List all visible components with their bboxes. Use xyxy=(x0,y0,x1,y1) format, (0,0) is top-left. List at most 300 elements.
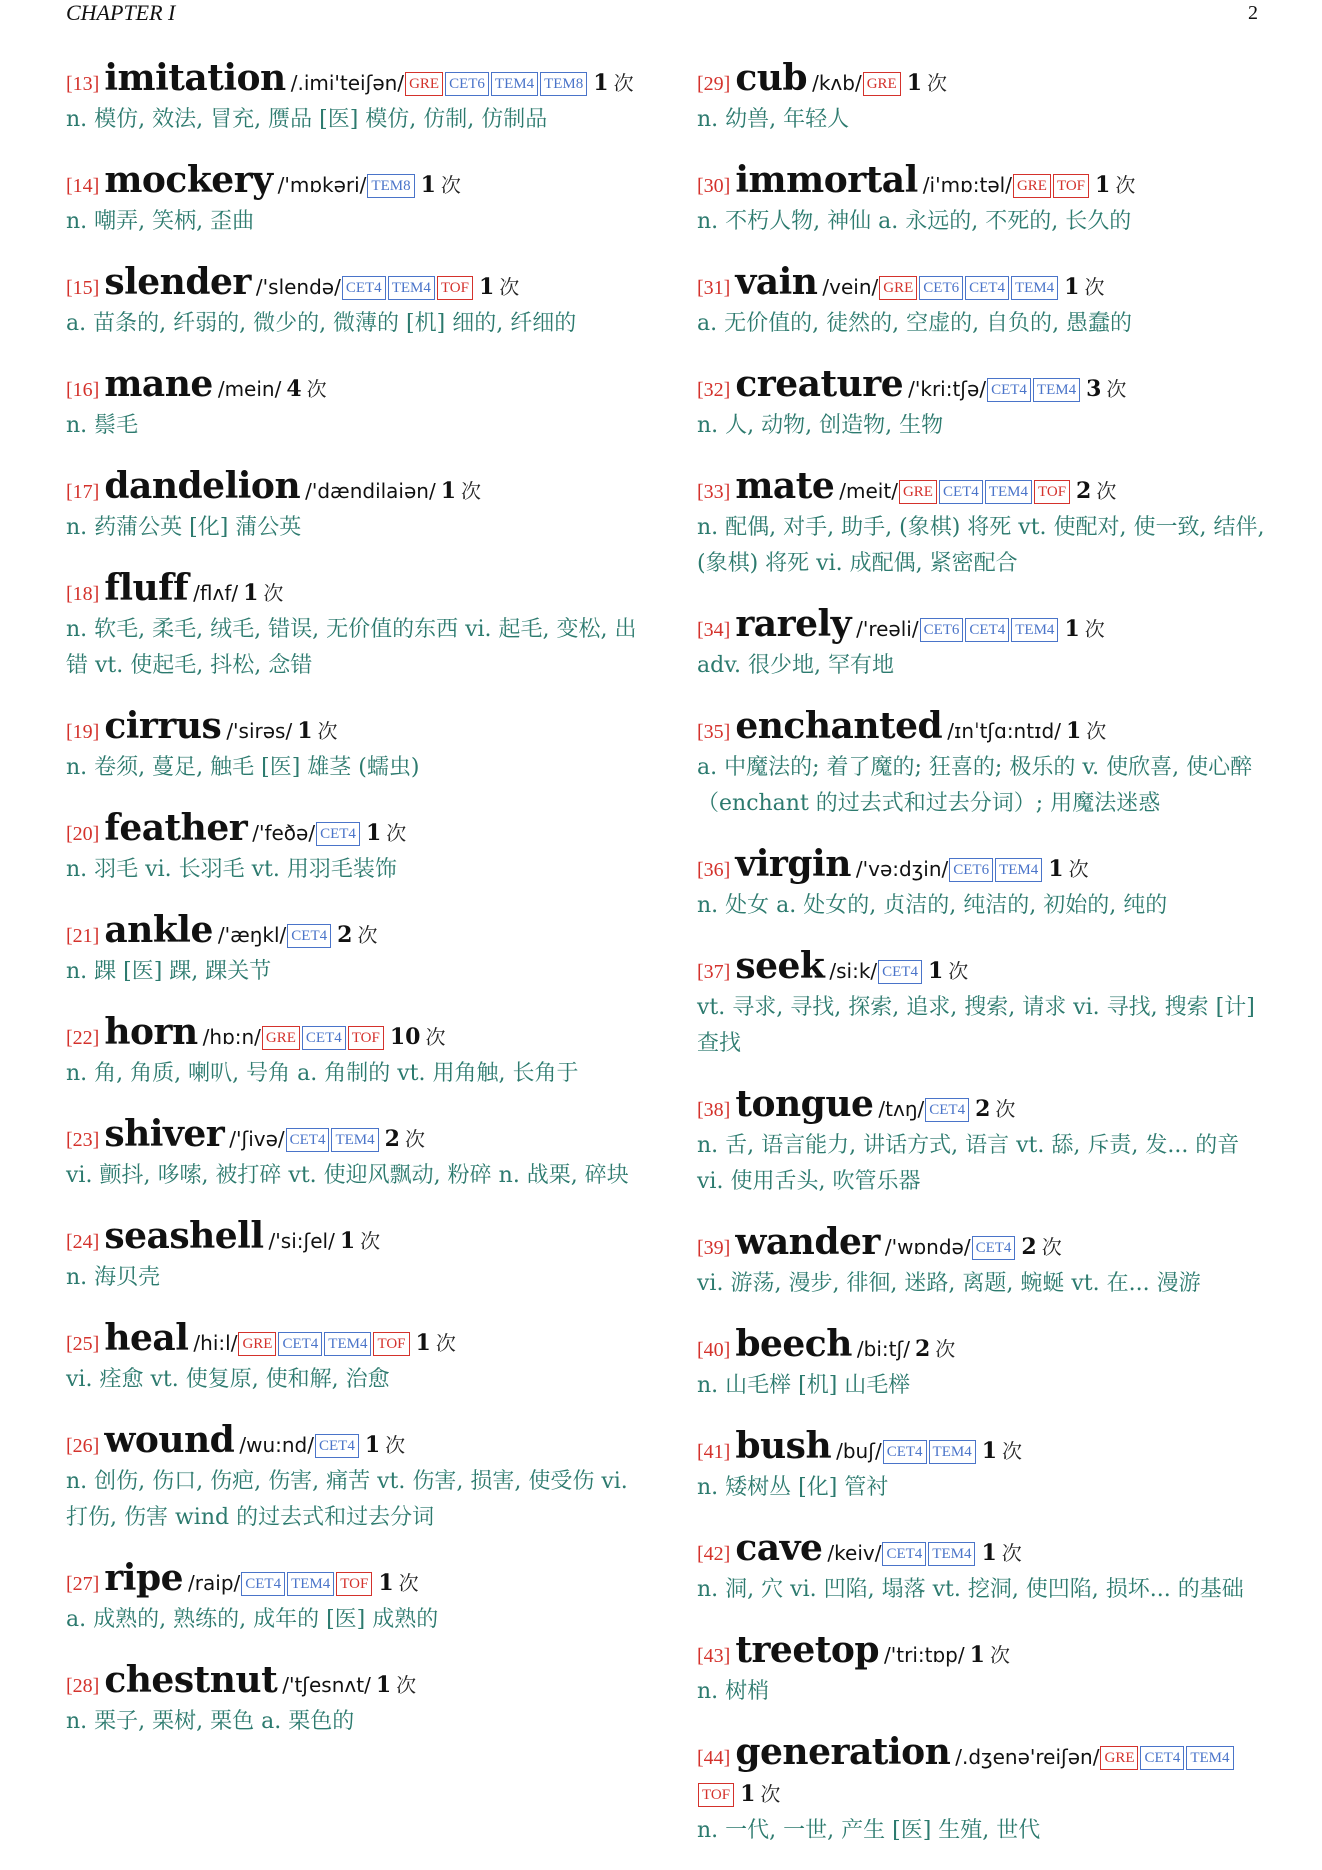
phonetic: /.imi'teiʃən/ xyxy=(290,71,405,95)
headword: bush xyxy=(735,1425,832,1467)
definition: n. 海贝壳 xyxy=(66,1265,161,1290)
entry-headline xyxy=(66,807,642,852)
entry-index: [42] xyxy=(697,1543,731,1565)
exam-tag: TEM4 xyxy=(928,1542,975,1566)
definition: a. 成熟的, 熟练的, 成年的 [医] 成熟的 xyxy=(66,1607,439,1632)
exam-tag: TOF xyxy=(336,1572,372,1596)
vocab-entry xyxy=(697,945,1269,1062)
exam-tag: GRE xyxy=(1013,174,1051,198)
exam-tag: CET4 xyxy=(302,1026,346,1050)
exam-tag: TEM8 xyxy=(540,72,587,96)
exam-tag: TEM4 xyxy=(1011,276,1058,300)
vocab-entry xyxy=(697,705,1269,822)
exam-tag: TEM8 xyxy=(367,174,414,198)
headword: ankle xyxy=(104,909,213,951)
entry-index: [24] xyxy=(66,1231,100,1253)
exam-tag: GRE xyxy=(238,1332,276,1356)
vocab-entry xyxy=(697,159,1269,240)
exam-tag: GRE xyxy=(1100,1746,1138,1770)
occurrence-count: 1 xyxy=(364,1432,381,1458)
occurrence-count: 1 xyxy=(375,1672,392,1698)
phonetic: /raip/ xyxy=(188,1571,241,1595)
entry-index: [14] xyxy=(66,175,100,197)
entry-index: [37] xyxy=(697,961,731,983)
occurrence-count: 2 xyxy=(337,922,353,948)
occurrence-count: 1 xyxy=(420,172,436,198)
occurrence-count: 1 xyxy=(593,70,609,96)
headword: virgin xyxy=(735,843,851,885)
exam-tag: TEM4 xyxy=(1186,1746,1233,1770)
vocab-entry xyxy=(66,1011,642,1092)
definition: a. 苗条的, 纤弱的, 微少的, 微薄的 [机] 细的, 纤细的 xyxy=(66,311,577,336)
exam-tag: TEM4 xyxy=(491,72,538,96)
exam-tag: TEM4 xyxy=(331,1128,378,1152)
occurrence-count: 1 xyxy=(906,70,922,96)
entry-headline xyxy=(697,1425,1269,1470)
entry-index: [27] xyxy=(66,1573,100,1595)
headword: shiver xyxy=(104,1113,225,1155)
count-unit: 次 xyxy=(1115,175,1136,197)
exam-tag: CET4 xyxy=(965,276,1009,300)
count-unit: 次 xyxy=(989,1645,1010,1667)
definition: n. 不朽人物, 神仙 a. 永远的, 不死的, 长久的 xyxy=(697,209,1132,234)
vocab-entry xyxy=(66,1659,642,1740)
entry-headline xyxy=(66,159,642,204)
entry-index: [26] xyxy=(66,1435,100,1457)
exam-tag: CET4 xyxy=(342,276,386,300)
exam-tag: CET4 xyxy=(315,1434,359,1458)
definition: n. 软毛, 柔毛, 绒毛, 错误, 无价值的东西 vi. 起毛, 变松, 出错 vt. 使起毛, 抖松, 念错 xyxy=(66,617,637,678)
headword: horn xyxy=(104,1011,198,1053)
count-unit: 次 xyxy=(499,277,520,299)
exam-tag: GRE xyxy=(879,276,917,300)
phonetic: /.dʒenə'reiʃən/ xyxy=(955,1745,1100,1769)
entry-headline xyxy=(66,1419,642,1464)
exam-tag: TEM4 xyxy=(388,276,435,300)
left-column xyxy=(66,57,642,1740)
headword: wander xyxy=(735,1221,880,1263)
entry-index: [18] xyxy=(66,583,100,605)
definition: vi. 游荡, 漫步, 徘徊, 迷路, 离题, 蜿蜒 vt. 在... 漫游 xyxy=(697,1271,1201,1296)
headword: cub xyxy=(735,57,808,99)
vocab-entry xyxy=(697,363,1269,444)
entry-headline xyxy=(697,1629,1269,1674)
entry-headline xyxy=(697,1527,1269,1572)
entry-headline xyxy=(66,57,642,102)
entry-headline xyxy=(66,705,642,750)
count-unit: 次 xyxy=(1096,481,1117,503)
exam-tag: CET6 xyxy=(949,858,993,882)
chapter-title: CHAPTER I xyxy=(66,0,176,25)
right-column xyxy=(697,57,1269,1849)
occurrence-count: 1 xyxy=(365,820,382,846)
vocab-entry xyxy=(697,261,1269,342)
entry-index: [31] xyxy=(697,277,731,299)
count-unit: 次 xyxy=(948,961,969,983)
entry-headline xyxy=(697,603,1269,648)
headword: imitation xyxy=(104,57,286,99)
vocab-entry xyxy=(697,603,1269,684)
entry-index: [33] xyxy=(697,481,731,503)
headword: slender xyxy=(104,261,251,303)
occurrence-count: 2 xyxy=(914,1336,931,1362)
headword: seashell xyxy=(104,1215,264,1257)
vocab-entry xyxy=(66,261,642,342)
page-number: 2 xyxy=(1248,2,1258,24)
exam-tag: TEM4 xyxy=(1011,618,1058,642)
occurrence-count: 3 xyxy=(1086,376,1102,402)
exam-tag: CET6 xyxy=(445,72,489,96)
phonetic: /flʌf/ xyxy=(193,581,239,605)
exam-tag: TOF xyxy=(437,276,473,300)
vocab-entry xyxy=(66,465,642,546)
definition: n. 踝 [医] 踝, 踝关节 xyxy=(66,959,272,984)
count-unit: 次 xyxy=(1041,1237,1062,1259)
vocab-entry xyxy=(66,1317,642,1398)
phonetic: /'sirəs/ xyxy=(226,719,293,743)
occurrence-count: 1 xyxy=(339,1228,356,1254)
phonetic: /'ʃivə/ xyxy=(229,1127,285,1151)
definition: a. 中魔法的; 着了魔的; 狂喜的; 极乐的 v. 使欣喜, 使心醉（enchant 的过去式和过去分词）; 用魔法迷惑 xyxy=(697,755,1253,816)
definition: n. 舌, 语言能力, 讲话方式, 语言 vt. 舔, 斥责, 发... 的音 vi. 使用舌头, 吹管乐器 xyxy=(697,1133,1240,1194)
definition: vi. 颤抖, 哆嗦, 被打碎 vt. 使迎风飘动, 粉碎 n. 战栗, 碎块 xyxy=(66,1163,629,1188)
entry-index: [22] xyxy=(66,1027,100,1049)
definition: n. 幼兽, 年轻人 xyxy=(697,107,850,132)
occurrence-count: 2 xyxy=(1076,478,1092,504)
count-unit: 次 xyxy=(425,1027,446,1049)
vocab-entry xyxy=(66,57,642,138)
count-unit: 次 xyxy=(1002,1441,1023,1463)
occurrence-count: 1 xyxy=(478,274,495,300)
count-unit: 次 xyxy=(440,175,461,197)
phonetic: /meit/ xyxy=(839,479,898,503)
exam-tag: CET4 xyxy=(287,924,331,948)
count-unit: 次 xyxy=(360,1231,381,1253)
exam-tag: GRE xyxy=(405,72,443,96)
occurrence-count: 2 xyxy=(384,1126,400,1152)
vocab-entry xyxy=(697,1527,1269,1608)
vocab-entry xyxy=(66,363,642,444)
headword: fluff xyxy=(104,567,189,609)
count-unit: 次 xyxy=(386,823,407,845)
count-unit: 次 xyxy=(995,1099,1016,1121)
exam-tag: CET4 xyxy=(278,1332,322,1356)
phonetic: /'æŋkl/ xyxy=(217,923,287,947)
phonetic: /hi:l/ xyxy=(193,1331,238,1355)
exam-tag: TEM4 xyxy=(995,858,1042,882)
count-unit: 次 xyxy=(396,1675,417,1697)
phonetic: /'kri:tʃə/ xyxy=(908,377,987,401)
vocab-entry xyxy=(697,1323,1269,1404)
headword: chestnut xyxy=(104,1659,278,1701)
entry-index: [28] xyxy=(66,1675,100,1697)
definition: n. 栗子, 栗树, 栗色 a. 栗色的 xyxy=(66,1709,355,1734)
occurrence-count: 1 xyxy=(981,1438,998,1464)
entry-index: [39] xyxy=(697,1237,731,1259)
entry-index: [21] xyxy=(66,925,100,947)
entry-index: [19] xyxy=(66,721,100,743)
count-unit: 次 xyxy=(263,583,284,605)
entry-index: [38] xyxy=(697,1099,731,1121)
count-unit: 次 xyxy=(1106,379,1127,401)
exam-tag: CET4 xyxy=(883,1440,927,1464)
entry-headline xyxy=(697,159,1269,204)
definition: n. 创伤, 伤口, 伤疤, 伤害, 痛苦 vt. 伤害, 损害, 使受伤 vi. 打伤, 伤害 wind 的过去式和过去分词 xyxy=(66,1469,628,1530)
vocab-entry xyxy=(66,705,642,786)
vocab-entry xyxy=(697,1629,1269,1710)
phonetic: /'slendə/ xyxy=(255,275,341,299)
definition: n. 树梢 xyxy=(697,1679,770,1704)
headword: feather xyxy=(104,807,248,849)
phonetic: /i'mɒ:təl/ xyxy=(922,173,1012,197)
definition: n. 处女 a. 处女的, 贞洁的, 纯洁的, 初始的, 纯的 xyxy=(697,893,1168,918)
phonetic: /ɪnˈtʃɑ:ntɪd/ xyxy=(947,719,1061,743)
count-unit: 次 xyxy=(461,481,482,503)
exam-tag: TOF xyxy=(348,1026,384,1050)
vocab-entry xyxy=(66,909,642,990)
definition: adv. 很少地, 罕有地 xyxy=(697,653,894,678)
definition: n. 羽毛 vi. 长羽毛 vt. 用羽毛装饰 xyxy=(66,857,397,882)
entry-index: [23] xyxy=(66,1129,100,1151)
count-unit: 次 xyxy=(927,73,947,95)
headword: immortal xyxy=(735,159,918,201)
entry-headline xyxy=(66,567,642,612)
occurrence-count: 1 xyxy=(415,1330,431,1356)
phonetic: /kʌb/ xyxy=(812,71,862,95)
phonetic: /si:k/ xyxy=(829,959,878,983)
entry-index: [29] xyxy=(697,73,731,95)
occurrence-count: 1 xyxy=(378,1570,394,1596)
phonetic: /bi:tʃ/ xyxy=(856,1337,910,1361)
occurrence-count: 1 xyxy=(297,718,313,744)
definition: n. 洞, 穴 vi. 凹陷, 塌落 vt. 挖洞, 使凹陷, 损坏... 的基础 xyxy=(697,1577,1244,1602)
occurrence-count: 1 xyxy=(981,1540,997,1566)
count-unit: 次 xyxy=(385,1435,406,1457)
exam-tag: TEM4 xyxy=(324,1332,371,1356)
headword: beech xyxy=(735,1323,852,1365)
phonetic: /'tʃesnʌt/ xyxy=(282,1673,371,1697)
exam-tag: CET4 xyxy=(965,618,1009,642)
definition: n. 山毛榉 [机] 山毛榉 xyxy=(697,1373,911,1398)
entry-headline xyxy=(697,1731,1269,1813)
exam-tag: GRE xyxy=(262,1026,300,1050)
phonetic: /keiv/ xyxy=(827,1541,882,1565)
occurrence-count: 1 xyxy=(1064,274,1080,300)
definition: vt. 寻求, 寻找, 探索, 追求, 搜索, 请求 vi. 寻找, 搜索 [计] 查找 xyxy=(697,995,1255,1056)
count-unit: 次 xyxy=(760,1784,781,1806)
exam-tag: TOF xyxy=(1034,480,1070,504)
vocab-entry xyxy=(697,1425,1269,1506)
vocab-entry xyxy=(697,843,1269,924)
entry-headline xyxy=(697,1323,1269,1368)
vocab-entry xyxy=(697,1221,1269,1302)
definition: n. 卷须, 蔓足, 触毛 [医] 雄茎 (蠕虫) xyxy=(66,755,420,780)
entry-headline xyxy=(66,1215,642,1260)
exam-tag: CET4 xyxy=(925,1098,969,1122)
exam-tag: TOF xyxy=(373,1332,409,1356)
headword: mate xyxy=(735,465,835,507)
entry-index: [16] xyxy=(66,379,100,401)
entry-index: [15] xyxy=(66,277,100,299)
count-unit: 次 xyxy=(1084,619,1105,641)
vocab-entry xyxy=(66,1113,642,1194)
count-unit: 次 xyxy=(1001,1543,1022,1565)
definition: n. 配偶, 对手, 助手, (象棋) 将死 vt. 使配对, 使一致, 结伴, (象棋) 将死 vi. 成配偶, 紧密配合 xyxy=(697,515,1265,576)
vocab-entry xyxy=(66,1419,642,1536)
page-header xyxy=(66,0,1266,30)
entry-headline xyxy=(66,261,642,306)
exam-tag: CET4 xyxy=(972,1236,1016,1260)
entry-headline xyxy=(66,1113,642,1158)
exam-tag: TEM4 xyxy=(287,1572,334,1596)
entry-headline xyxy=(66,465,642,510)
vocab-entry xyxy=(66,567,642,684)
vocab-entry xyxy=(66,1557,642,1638)
entry-index: [40] xyxy=(697,1339,731,1361)
headword: tongue xyxy=(735,1083,874,1125)
phonetic: /'tri:tɒp/ xyxy=(884,1643,965,1667)
entry-headline xyxy=(66,363,642,408)
headword: wound xyxy=(104,1419,235,1461)
exam-tag: CET4 xyxy=(878,960,922,984)
entry-headline xyxy=(697,363,1269,408)
count-unit: 次 xyxy=(404,1129,425,1151)
phonetic: /'feðə/ xyxy=(252,821,316,845)
headword: enchanted xyxy=(735,705,943,747)
entry-headline xyxy=(697,465,1269,510)
occurrence-count: 1 xyxy=(1048,856,1064,882)
entry-index: [36] xyxy=(697,859,731,881)
count-unit: 次 xyxy=(613,73,634,95)
occurrence-count: 1 xyxy=(1065,718,1082,744)
phonetic: /'si:ʃel/ xyxy=(268,1229,335,1253)
occurrence-count: 1 xyxy=(969,1642,985,1668)
phonetic: /'reəli/ xyxy=(856,617,919,641)
entry-headline xyxy=(697,945,1269,990)
vocab-entry xyxy=(697,1731,1269,1849)
entry-headline xyxy=(66,1659,642,1704)
headword: generation xyxy=(735,1731,951,1773)
headword: seek xyxy=(735,945,825,987)
headword: mockery xyxy=(104,159,273,201)
entry-headline xyxy=(66,909,642,954)
phonetic: /mein/ xyxy=(217,377,282,401)
phonetic: /'və:dʒin/ xyxy=(855,857,949,881)
occurrence-count: 1 xyxy=(1064,616,1080,642)
count-unit: 次 xyxy=(398,1573,419,1595)
entry-index: [20] xyxy=(66,823,100,845)
definition: n. 嘲弄, 笑柄, 歪曲 xyxy=(66,209,255,234)
count-unit: 次 xyxy=(306,379,327,401)
exam-tag: GRE xyxy=(899,480,937,504)
exam-tag: CET4 xyxy=(1140,1746,1184,1770)
headword: vain xyxy=(735,261,818,303)
headword: ripe xyxy=(104,1557,184,1599)
phonetic: /hɒ:n/ xyxy=(202,1025,261,1049)
occurrence-count: 10 xyxy=(389,1024,421,1050)
entry-index: [43] xyxy=(697,1645,731,1667)
exam-tag: TEM4 xyxy=(929,1440,976,1464)
definition: vi. 痊愈 vt. 使复原, 使和解, 治愈 xyxy=(66,1367,390,1392)
exam-tag: TEM4 xyxy=(985,480,1032,504)
entry-headline xyxy=(697,57,1269,102)
exam-tag: CET4 xyxy=(316,822,360,846)
definition: n. 一代, 一世, 产生 [医] 生殖, 世代 xyxy=(697,1818,1041,1843)
entry-headline xyxy=(697,261,1269,306)
definition: n. 模仿, 效法, 冒充, 赝品 [医] 模仿, 仿制, 仿制品 xyxy=(66,107,548,132)
count-unit: 次 xyxy=(317,721,338,743)
occurrence-count: 4 xyxy=(286,376,302,402)
count-unit: 次 xyxy=(357,925,378,947)
occurrence-count: 1 xyxy=(243,580,259,606)
exam-tag: CET6 xyxy=(919,276,963,300)
exam-tag: CET4 xyxy=(241,1572,285,1596)
headword: cave xyxy=(735,1527,823,1569)
headword: dandelion xyxy=(104,465,301,507)
entry-index: [41] xyxy=(697,1441,731,1463)
definition: n. 鬃毛 xyxy=(66,413,139,438)
phonetic: /vein/ xyxy=(822,275,879,299)
phonetic: /'wɒndə/ xyxy=(884,1235,971,1259)
exam-tag: CET4 xyxy=(882,1542,926,1566)
phonetic: /tʌŋ/ xyxy=(878,1097,925,1121)
entry-index: [34] xyxy=(697,619,731,641)
occurrence-count: 1 xyxy=(440,478,457,504)
entry-headline xyxy=(697,843,1269,888)
phonetic: /'mɒkəri/ xyxy=(277,173,367,197)
occurrence-count: 2 xyxy=(1021,1234,1037,1260)
exam-tag: TOF xyxy=(698,1783,734,1807)
exam-tag: TEM4 xyxy=(1033,378,1080,402)
exam-tag: CET6 xyxy=(920,618,964,642)
definition: n. 药蒲公英 [化] 蒲公英 xyxy=(66,515,302,540)
count-unit: 次 xyxy=(1084,277,1105,299)
entry-headline xyxy=(697,1083,1269,1128)
entry-headline xyxy=(66,1317,642,1362)
definition: a. 无价值的, 徒然的, 空虚的, 自负的, 愚蠢的 xyxy=(697,311,1133,336)
occurrence-count: 1 xyxy=(927,958,944,984)
vocab-entry xyxy=(697,465,1269,582)
definition: n. 矮树丛 [化] 管衬 xyxy=(697,1475,889,1500)
entry-index: [25] xyxy=(66,1333,100,1355)
headword: creature xyxy=(735,363,904,405)
vocab-entry xyxy=(697,1083,1269,1200)
vocab-entry xyxy=(697,57,1269,138)
headword: cirrus xyxy=(104,705,222,747)
entry-headline xyxy=(66,1557,642,1602)
phonetic: /buʃ/ xyxy=(836,1439,882,1463)
occurrence-count: 1 xyxy=(1095,172,1111,198)
entry-index: [13] xyxy=(66,73,100,95)
entry-index: [17] xyxy=(66,481,100,503)
headword: rarely xyxy=(735,603,852,645)
phonetic: /'dændilaiən/ xyxy=(305,479,436,503)
exam-tag: CET4 xyxy=(939,480,983,504)
occurrence-count: 2 xyxy=(975,1096,991,1122)
exam-tag: GRE xyxy=(863,72,901,96)
exam-tag: CET4 xyxy=(987,378,1031,402)
exam-tag: TOF xyxy=(1053,174,1089,198)
count-unit: 次 xyxy=(1068,859,1089,881)
entry-index: [35] xyxy=(697,721,731,743)
entry-headline xyxy=(697,1221,1269,1266)
definition: n. 角, 角质, 喇叭, 号角 a. 角制的 vt. 用角触, 长角于 xyxy=(66,1061,579,1086)
entry-index: [44] xyxy=(697,1747,731,1769)
count-unit: 次 xyxy=(435,1333,456,1355)
definition: n. 人, 动物, 创造物, 生物 xyxy=(697,413,944,438)
count-unit: 次 xyxy=(1086,721,1107,743)
entry-index: [32] xyxy=(697,379,731,401)
